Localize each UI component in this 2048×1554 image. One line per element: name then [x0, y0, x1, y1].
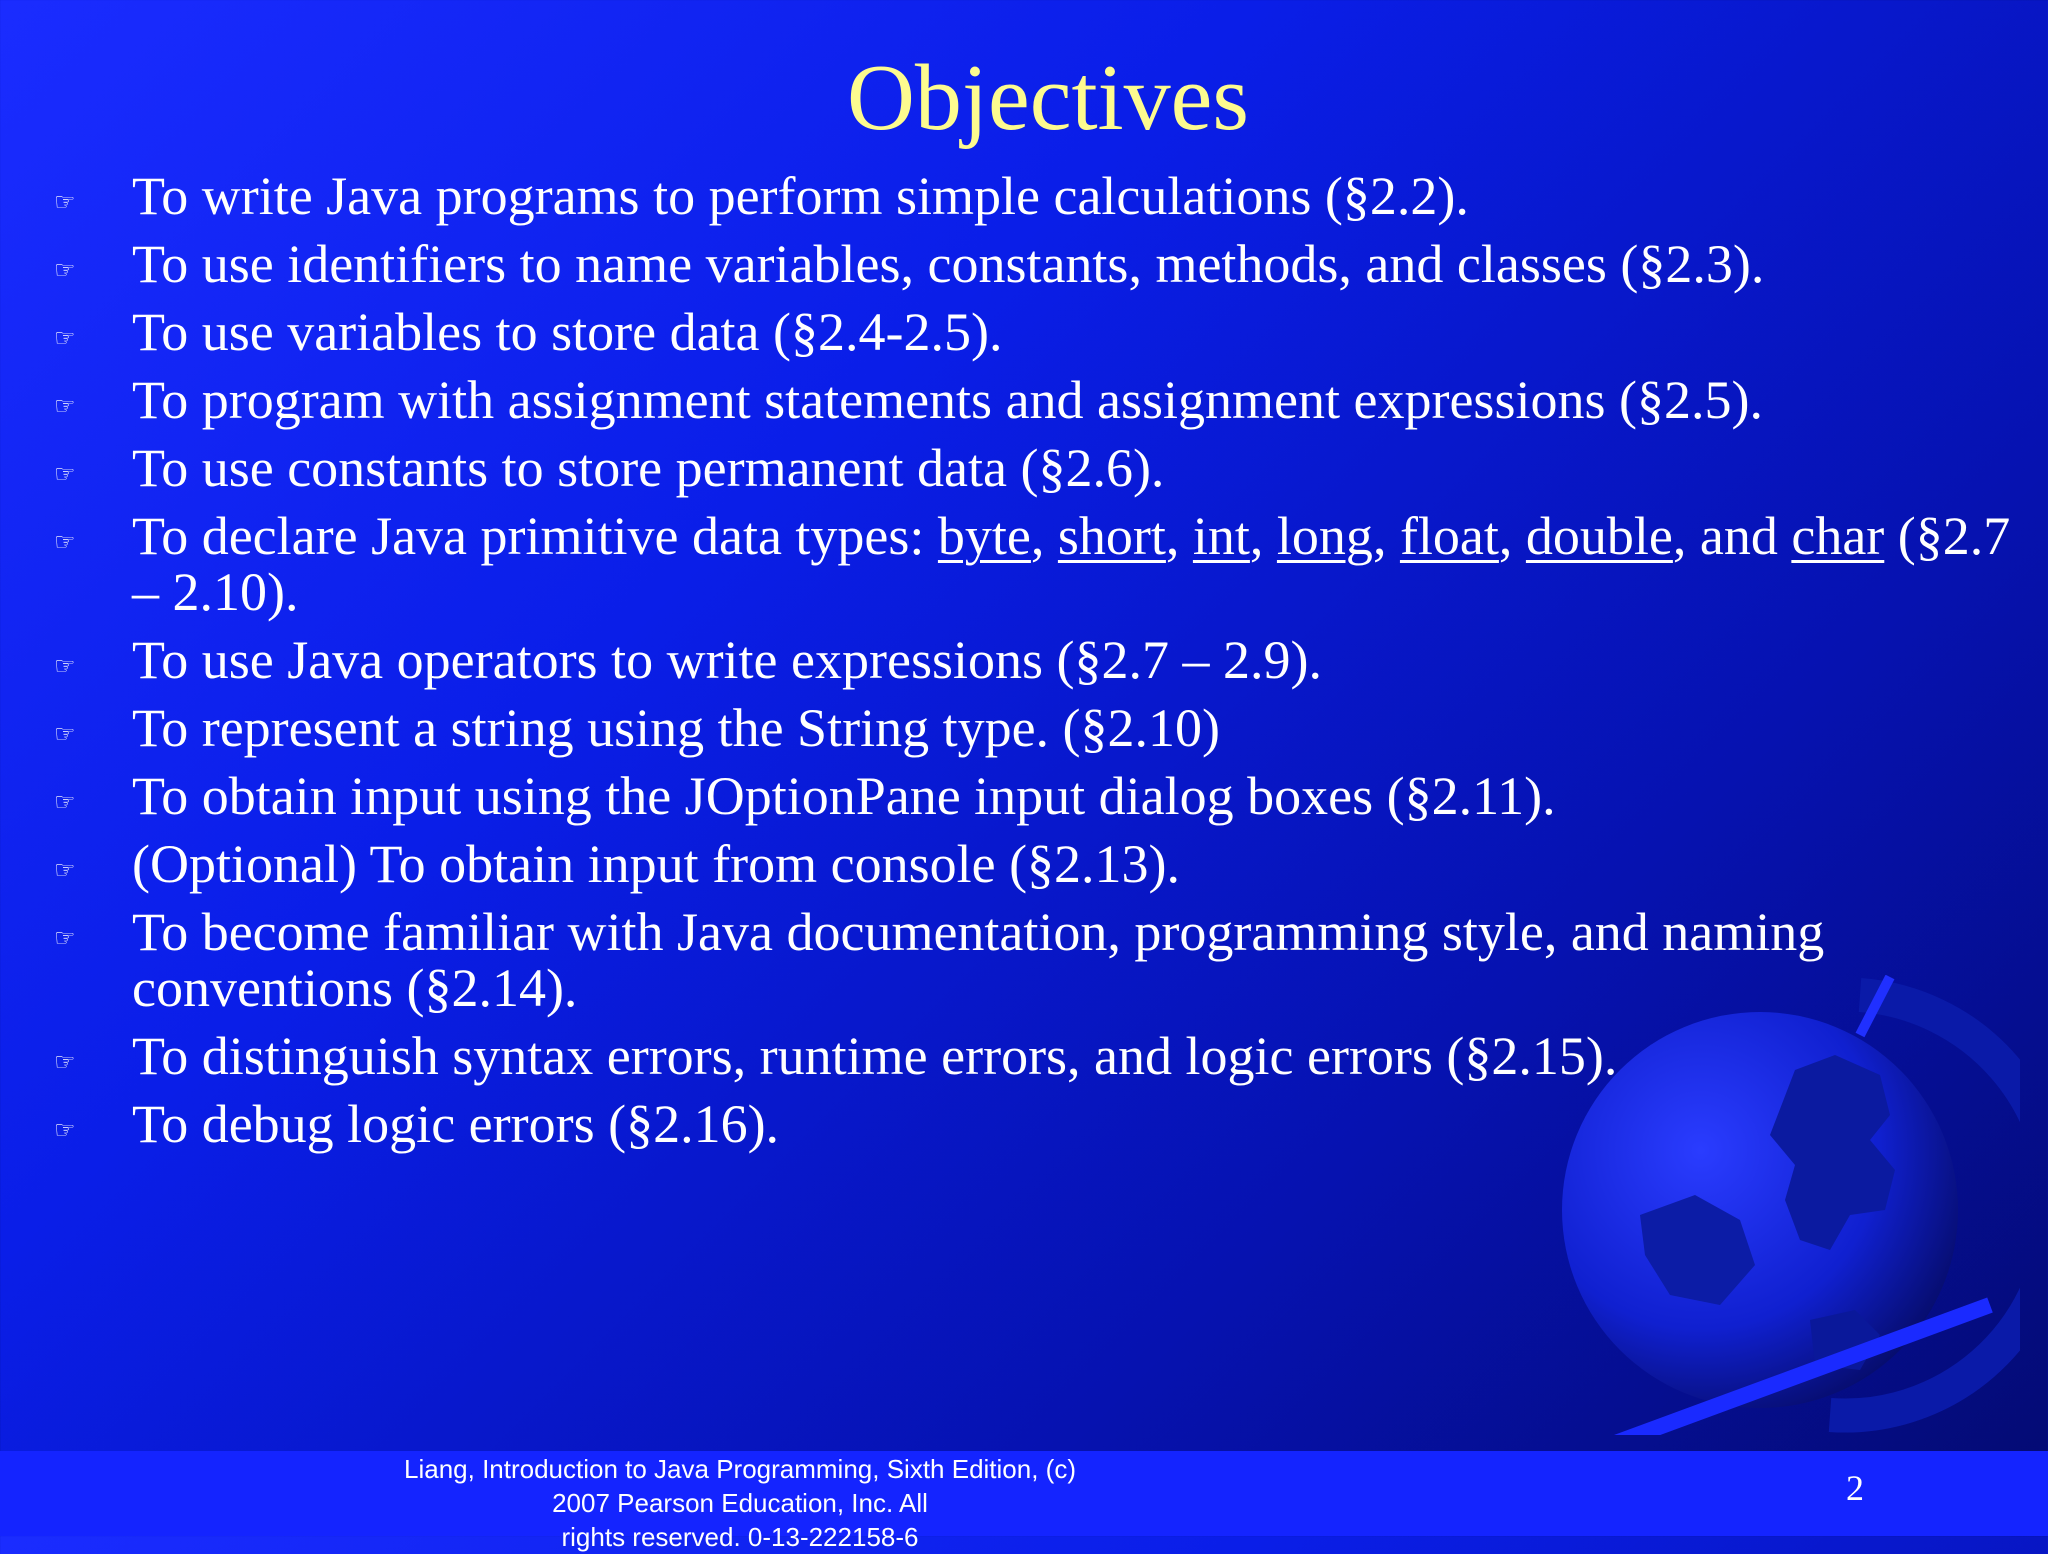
type-keyword: byte — [937, 506, 1031, 566]
pointing-hand-icon: ☞ — [54, 924, 76, 952]
objective-item — [54, 1028, 2014, 1084]
objective-text: To use Java operators to write expressions (§2.7 – 2.9). — [132, 630, 1322, 690]
pointing-hand-icon: ☞ — [54, 528, 76, 556]
page-number: 2 — [1846, 1468, 1864, 1508]
type-keyword: short — [1057, 506, 1166, 566]
objective-item — [54, 440, 2014, 496]
objective-text: , — [1372, 506, 1400, 566]
pointing-hand-icon: ☞ — [54, 256, 76, 284]
objective-text: To represent a string using the String type. (§2.10) — [132, 698, 1221, 758]
objective-text: (§2.7 – 2.10). — [132, 506, 2011, 622]
footer-line-1: Liang, Introduction to Java Programming, Sixth Edition, (c) 2007 Pearson Education, Inc. All — [404, 1454, 1076, 1518]
objective-item — [54, 168, 2014, 224]
slide-title: Objectives — [847, 46, 1249, 150]
pointing-hand-icon: ☞ — [54, 324, 76, 352]
objective-item — [54, 508, 2014, 620]
objective-text: To obtain input using the JOptionPane input dialog boxes (§2.11). — [132, 766, 1556, 826]
objective-item — [54, 836, 2014, 892]
type-keyword: float — [1399, 506, 1499, 566]
objective-text: To become familiar with Java documentation, programming style, and naming conventions (§2.14). — [132, 902, 1825, 1018]
pointing-hand-icon: ☞ — [54, 1116, 76, 1144]
objective-item — [54, 236, 2014, 292]
type-keyword: char — [1791, 506, 1885, 566]
objective-item — [54, 768, 2014, 824]
type-keyword: long — [1276, 506, 1373, 566]
objective-text: To use identifiers to name variables, constants, methods, and classes (§2.3). — [132, 234, 1765, 294]
objective-text: (Optional) To obtain input from console (§2.13). — [132, 834, 1181, 894]
objective-item — [54, 1096, 2014, 1152]
pointing-hand-icon: ☞ — [54, 460, 76, 488]
pointing-hand-icon: ☞ — [54, 392, 76, 420]
pointing-hand-icon: ☞ — [54, 1048, 76, 1076]
type-keyword: int — [1192, 506, 1250, 566]
objectives-list — [54, 168, 2014, 1164]
objective-text: , — [1498, 506, 1526, 566]
pointing-hand-icon: ☞ — [54, 788, 76, 816]
objective-item — [54, 700, 2014, 756]
objective-text: To use variables to store data (§2.4-2.5). — [132, 302, 1003, 362]
objective-text: , — [1165, 506, 1193, 566]
objective-item — [54, 904, 2014, 1016]
pointing-hand-icon: ☞ — [54, 188, 76, 216]
objective-text: To distinguish syntax errors, runtime errors, and logic errors (§2.15). — [132, 1026, 1618, 1086]
pointing-hand-icon: ☞ — [54, 720, 76, 748]
footer-line-2: rights reserved. 0-13-222158-6 — [561, 1522, 919, 1552]
objective-text: , — [1249, 506, 1277, 566]
objective-text: To program with assignment statements and assignment expressions (§2.5). — [132, 370, 1763, 430]
objective-text: To write Java programs to perform simple calculations (§2.2). — [132, 166, 1469, 226]
objective-text: To declare Java primitive data types: — [132, 506, 938, 566]
pointing-hand-icon: ☞ — [54, 856, 76, 884]
pointing-hand-icon: ☞ — [54, 652, 76, 680]
objective-item — [54, 632, 2014, 688]
objective-text: , — [1030, 506, 1058, 566]
objective-text: To use constants to store permanent data (§2.6). — [132, 438, 1165, 498]
objective-text: , and — [1672, 506, 1792, 566]
footer-copyright — [400, 1452, 1080, 1554]
objective-text: To debug logic errors (§2.16). — [132, 1094, 780, 1154]
type-keyword: double — [1525, 506, 1673, 566]
objective-item — [54, 304, 2014, 360]
objective-item — [54, 372, 2014, 428]
